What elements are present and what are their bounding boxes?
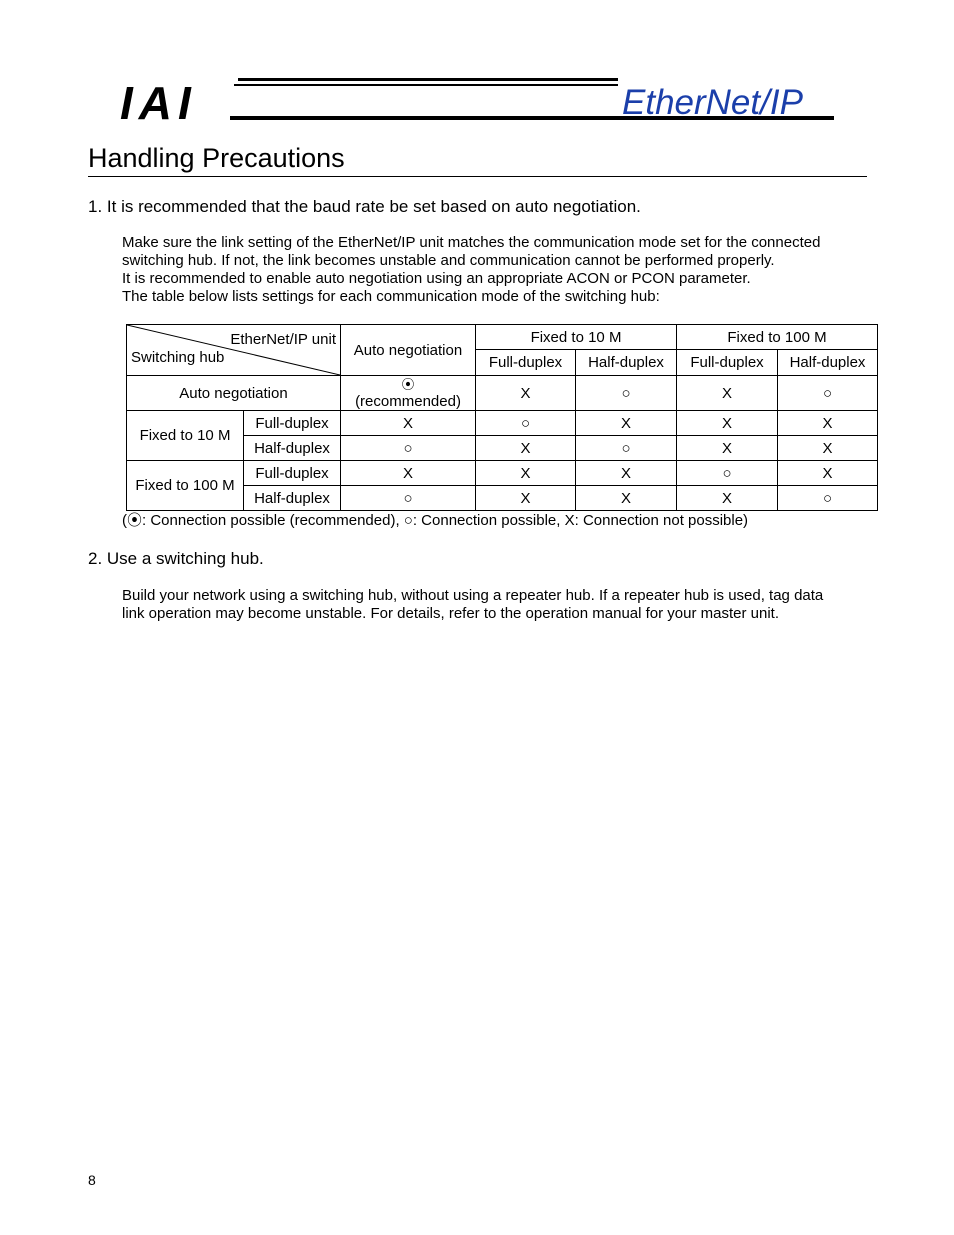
table-cell: X [778, 461, 878, 486]
body-line: It is recommended to enable auto negotiation using an appropriate ACON or PCON parameter. [122, 270, 751, 287]
iai-logo: IAI [120, 78, 197, 124]
body-line: The table below lists settings for each communication mode of the switching hub: [122, 288, 660, 305]
table-cell: ○ [341, 486, 476, 511]
body-line: switching hub. If not, the link becomes unstable and communication cannot be performed properly. [122, 252, 775, 269]
table-cell: ○ [576, 376, 677, 411]
body-line: link operation may become unstable. For details, refer to the operation manual for your master unit. [122, 605, 780, 622]
table-cell: ○ [778, 486, 878, 511]
subheader-full-duplex: Full-duplex [677, 350, 778, 376]
row-label-auto-negotiation: Auto negotiation [127, 376, 341, 411]
table-cell: ○ [476, 411, 576, 436]
recommended-note: (recommended) [355, 393, 461, 410]
table-cell: X [341, 461, 476, 486]
recommended-symbol: ⦿ [401, 377, 415, 392]
table-cell: X [476, 376, 576, 411]
table-cell-recommended [341, 376, 476, 411]
page-number: 8 [88, 1172, 96, 1188]
table-cell: ○ [341, 436, 476, 461]
section-2-body [122, 587, 882, 623]
header-auto-negotiation: Auto negotiation [341, 325, 476, 376]
corner-label-hub: Switching hub [131, 349, 225, 366]
ethernet-ip-logo: EtherNet/IP [622, 83, 803, 122]
row-label-fixed-10m: Fixed to 10 M [127, 411, 244, 461]
table-cell: X [778, 436, 878, 461]
subheader-half-duplex: Half-duplex [778, 350, 878, 376]
body-line: Build your network using a switching hub, without using a repeater hub. If a repeater hub is used, tag data [122, 587, 824, 604]
table-corner-cell [127, 325, 341, 376]
table-cell: X [576, 486, 677, 511]
body-line: Make sure the link setting of the EtherNet/IP unit matches the communication mode set for the connected [122, 234, 821, 251]
table-cell: X [677, 376, 778, 411]
table-cell: X [778, 411, 878, 436]
table-cell: ○ [677, 461, 778, 486]
table-cell: X [476, 461, 576, 486]
section-1-heading: 1. It is recommended that the baud rate be set based on auto negotiation. [88, 197, 641, 216]
header-fixed-100m: Fixed to 100 M [677, 325, 878, 350]
table-cell: ○ [576, 436, 677, 461]
header-logo [120, 78, 834, 124]
row-sublabel-full-duplex: Full-duplex [244, 461, 341, 486]
table-cell: X [476, 436, 576, 461]
table-cell: X [677, 411, 778, 436]
subheader-half-duplex: Half-duplex [576, 350, 677, 376]
section-1-body [122, 234, 882, 306]
table-cell: X [341, 411, 476, 436]
corner-label-unit: EtherNet/IP unit [230, 331, 336, 348]
row-sublabel-half-duplex: Half-duplex [244, 436, 341, 461]
section-2-heading: 2. Use a switching hub. [88, 549, 264, 568]
connection-table [126, 324, 878, 511]
table-cell: X [476, 486, 576, 511]
table-cell: X [576, 461, 677, 486]
table-cell: X [677, 486, 778, 511]
page-title: Handling Precautions [88, 142, 867, 177]
row-sublabel-full-duplex: Full-duplex [244, 411, 341, 436]
table-cell: X [576, 411, 677, 436]
row-sublabel-half-duplex: Half-duplex [244, 486, 341, 511]
row-label-fixed-100m: Fixed to 100 M [127, 461, 244, 511]
table-cell: X [677, 436, 778, 461]
table-legend: (⦿: Connection possible (recommended), ○: Connection possible, X: Connection not possible) [122, 512, 749, 529]
subheader-full-duplex: Full-duplex [476, 350, 576, 376]
header-fixed-10m: Fixed to 10 M [476, 325, 677, 350]
table-cell: ○ [778, 376, 878, 411]
